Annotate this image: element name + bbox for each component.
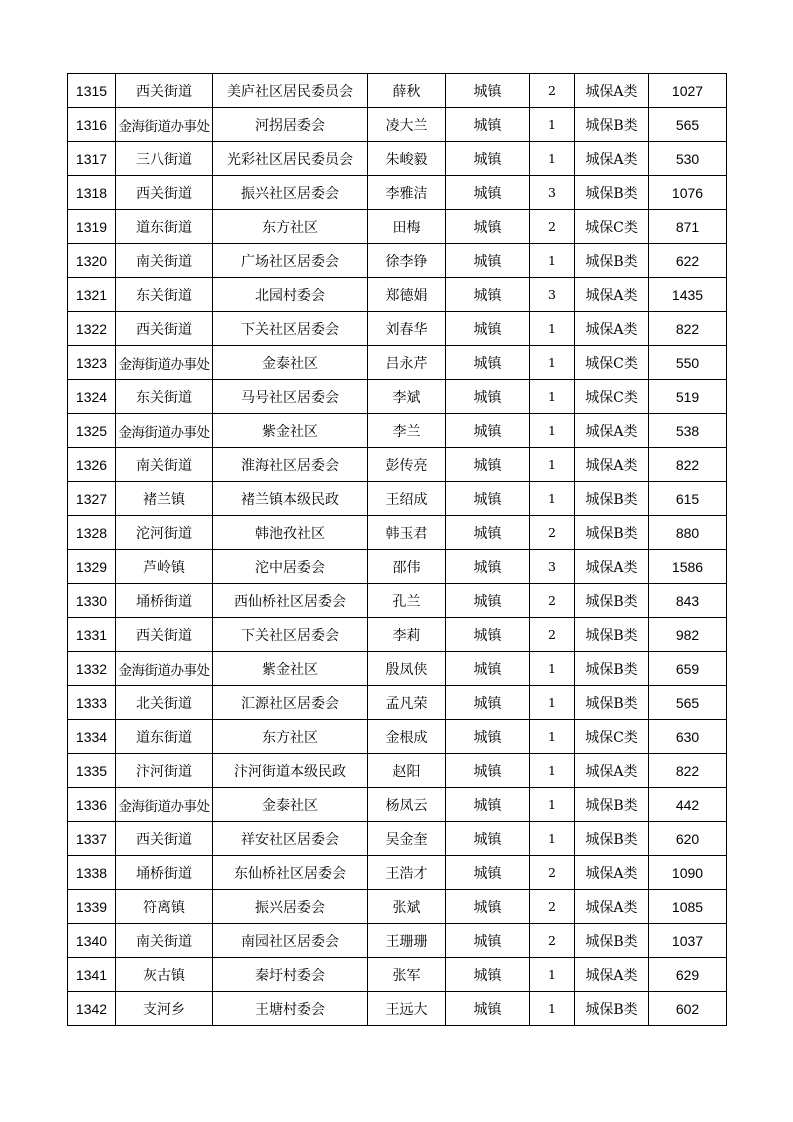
category-cell: 城保B类	[575, 108, 649, 142]
row-number: 1317	[68, 142, 116, 176]
person-name-cell: 彭传亮	[368, 448, 446, 482]
street-cell: 西关街道	[116, 822, 213, 856]
row-number: 1327	[68, 482, 116, 516]
area-type-cell: 城镇	[446, 890, 530, 924]
category-cell: 城保A类	[575, 142, 649, 176]
area-type-cell: 城镇	[446, 924, 530, 958]
person-name-cell: 邵伟	[368, 550, 446, 584]
street-cell: 西关街道	[116, 312, 213, 346]
area-type-cell: 城镇	[446, 958, 530, 992]
area-type-cell: 城镇	[446, 822, 530, 856]
table-row	[68, 516, 727, 550]
amount-cell: 602	[649, 992, 727, 1026]
amount-cell: 871	[649, 210, 727, 244]
area-type-cell: 城镇	[446, 278, 530, 312]
community-cell: 美庐社区居民委员会	[213, 74, 368, 108]
amount-cell: 622	[649, 244, 727, 278]
street-cell: 符离镇	[116, 890, 213, 924]
household-count-cell: 3	[530, 278, 575, 312]
table-row	[68, 312, 727, 346]
household-count-cell: 1	[530, 142, 575, 176]
row-number: 1318	[68, 176, 116, 210]
amount-cell: 630	[649, 720, 727, 754]
person-name-cell: 殷凤侠	[368, 652, 446, 686]
area-type-cell: 城镇	[446, 108, 530, 142]
person-name-cell: 李莉	[368, 618, 446, 652]
person-name-cell: 吕永芹	[368, 346, 446, 380]
household-count-cell: 2	[530, 890, 575, 924]
street-cell: 金海街道办事处	[116, 652, 213, 686]
street-cell: 芦岭镇	[116, 550, 213, 584]
community-cell: 汴河街道本级民政	[213, 754, 368, 788]
household-count-cell: 1	[530, 686, 575, 720]
street-cell: 灰古镇	[116, 958, 213, 992]
person-name-cell: 金根成	[368, 720, 446, 754]
category-cell: 城保B类	[575, 516, 649, 550]
row-number: 1342	[68, 992, 116, 1026]
household-count-cell: 1	[530, 244, 575, 278]
category-cell: 城保A类	[575, 312, 649, 346]
category-cell: 城保C类	[575, 380, 649, 414]
community-cell: 王塘村委会	[213, 992, 368, 1026]
row-number: 1332	[68, 652, 116, 686]
amount-cell: 550	[649, 346, 727, 380]
table-row	[68, 754, 727, 788]
area-type-cell: 城镇	[446, 618, 530, 652]
amount-cell: 822	[649, 312, 727, 346]
row-number: 1328	[68, 516, 116, 550]
row-number: 1337	[68, 822, 116, 856]
household-count-cell: 1	[530, 346, 575, 380]
household-count-cell: 2	[530, 924, 575, 958]
household-count-cell: 1	[530, 380, 575, 414]
row-number: 1330	[68, 584, 116, 618]
row-number: 1322	[68, 312, 116, 346]
person-name-cell: 张军	[368, 958, 446, 992]
amount-cell: 1090	[649, 856, 727, 890]
community-cell: 汇源社区居委会	[213, 686, 368, 720]
area-type-cell: 城镇	[446, 210, 530, 244]
household-count-cell: 1	[530, 482, 575, 516]
table-row	[68, 482, 727, 516]
person-name-cell: 赵阳	[368, 754, 446, 788]
area-type-cell: 城镇	[446, 550, 530, 584]
area-type-cell: 城镇	[446, 652, 530, 686]
row-number: 1340	[68, 924, 116, 958]
community-cell: 河拐居委会	[213, 108, 368, 142]
row-number: 1316	[68, 108, 116, 142]
category-cell: 城保B类	[575, 992, 649, 1026]
community-cell: 沱中居委会	[213, 550, 368, 584]
street-cell: 沱河街道	[116, 516, 213, 550]
category-cell: 城保B类	[575, 822, 649, 856]
table-row	[68, 414, 727, 448]
row-number: 1336	[68, 788, 116, 822]
community-cell: 东仙桥社区居委会	[213, 856, 368, 890]
community-cell: 褚兰镇本级民政	[213, 482, 368, 516]
amount-cell: 659	[649, 652, 727, 686]
row-number: 1320	[68, 244, 116, 278]
amount-cell: 629	[649, 958, 727, 992]
household-count-cell: 3	[530, 176, 575, 210]
person-name-cell: 王珊珊	[368, 924, 446, 958]
category-cell: 城保A类	[575, 856, 649, 890]
amount-cell: 1085	[649, 890, 727, 924]
row-number: 1315	[68, 74, 116, 108]
table-row	[68, 992, 727, 1026]
table-body	[68, 74, 727, 1026]
community-cell: 下关社区居委会	[213, 618, 368, 652]
person-name-cell: 李雅洁	[368, 176, 446, 210]
row-number: 1335	[68, 754, 116, 788]
row-number: 1333	[68, 686, 116, 720]
table-row	[68, 278, 727, 312]
category-cell: 城保B类	[575, 788, 649, 822]
community-cell: 西仙桥社区居委会	[213, 584, 368, 618]
table-row	[68, 856, 727, 890]
category-cell: 城保B类	[575, 924, 649, 958]
row-number: 1329	[68, 550, 116, 584]
household-count-cell: 2	[530, 210, 575, 244]
amount-cell: 1037	[649, 924, 727, 958]
street-cell: 南关街道	[116, 924, 213, 958]
street-cell: 金海街道办事处	[116, 414, 213, 448]
community-cell: 光彩社区居民委员会	[213, 142, 368, 176]
row-number: 1325	[68, 414, 116, 448]
area-type-cell: 城镇	[446, 992, 530, 1026]
table-row	[68, 822, 727, 856]
table-row	[68, 346, 727, 380]
person-name-cell: 朱峻毅	[368, 142, 446, 176]
street-cell: 道东街道	[116, 720, 213, 754]
street-cell: 东关街道	[116, 278, 213, 312]
household-count-cell: 2	[530, 856, 575, 890]
area-type-cell: 城镇	[446, 584, 530, 618]
category-cell: 城保B类	[575, 618, 649, 652]
row-number: 1319	[68, 210, 116, 244]
table-row	[68, 74, 727, 108]
area-type-cell: 城镇	[446, 686, 530, 720]
amount-cell: 538	[649, 414, 727, 448]
household-count-cell: 1	[530, 958, 575, 992]
household-count-cell: 3	[530, 550, 575, 584]
community-cell: 东方社区	[213, 210, 368, 244]
area-type-cell: 城镇	[446, 142, 530, 176]
person-name-cell: 郑德娟	[368, 278, 446, 312]
table-row	[68, 244, 727, 278]
person-name-cell: 孟凡荣	[368, 686, 446, 720]
area-type-cell: 城镇	[446, 176, 530, 210]
person-name-cell: 王绍成	[368, 482, 446, 516]
person-name-cell: 杨凤云	[368, 788, 446, 822]
amount-cell: 565	[649, 686, 727, 720]
household-count-cell: 1	[530, 414, 575, 448]
household-count-cell: 2	[530, 618, 575, 652]
category-cell: 城保A类	[575, 754, 649, 788]
street-cell: 埇桥街道	[116, 856, 213, 890]
area-type-cell: 城镇	[446, 720, 530, 754]
amount-cell: 1076	[649, 176, 727, 210]
street-cell: 三八街道	[116, 142, 213, 176]
street-cell: 汴河街道	[116, 754, 213, 788]
amount-cell: 843	[649, 584, 727, 618]
community-cell: 北园村委会	[213, 278, 368, 312]
person-name-cell: 张斌	[368, 890, 446, 924]
community-cell: 秦圩村委会	[213, 958, 368, 992]
table-row	[68, 924, 727, 958]
person-name-cell: 田梅	[368, 210, 446, 244]
category-cell: 城保B类	[575, 244, 649, 278]
household-count-cell: 1	[530, 822, 575, 856]
household-count-cell: 1	[530, 448, 575, 482]
amount-cell: 442	[649, 788, 727, 822]
table-row	[68, 652, 727, 686]
row-number: 1326	[68, 448, 116, 482]
category-cell: 城保A类	[575, 278, 649, 312]
category-cell: 城保A类	[575, 890, 649, 924]
records-table	[67, 73, 727, 1026]
table-row	[68, 108, 727, 142]
community-cell: 金泰社区	[213, 346, 368, 380]
category-cell: 城保C类	[575, 210, 649, 244]
row-number: 1321	[68, 278, 116, 312]
area-type-cell: 城镇	[446, 482, 530, 516]
area-type-cell: 城镇	[446, 448, 530, 482]
area-type-cell: 城镇	[446, 380, 530, 414]
row-number: 1323	[68, 346, 116, 380]
household-count-cell: 1	[530, 312, 575, 346]
area-type-cell: 城镇	[446, 74, 530, 108]
community-cell: 紫金社区	[213, 652, 368, 686]
category-cell: 城保C类	[575, 346, 649, 380]
amount-cell: 1027	[649, 74, 727, 108]
table-row	[68, 958, 727, 992]
person-name-cell: 徐李铮	[368, 244, 446, 278]
category-cell: 城保B类	[575, 482, 649, 516]
area-type-cell: 城镇	[446, 516, 530, 550]
street-cell: 南关街道	[116, 448, 213, 482]
street-cell: 金海街道办事处	[116, 108, 213, 142]
table-row	[68, 686, 727, 720]
community-cell: 祥安社区居委会	[213, 822, 368, 856]
category-cell: 城保B类	[575, 652, 649, 686]
table-row	[68, 550, 727, 584]
amount-cell: 1586	[649, 550, 727, 584]
person-name-cell: 凌大兰	[368, 108, 446, 142]
community-cell: 金泰社区	[213, 788, 368, 822]
area-type-cell: 城镇	[446, 856, 530, 890]
amount-cell: 565	[649, 108, 727, 142]
amount-cell: 530	[649, 142, 727, 176]
person-name-cell: 薛秋	[368, 74, 446, 108]
street-cell: 北关街道	[116, 686, 213, 720]
household-count-cell: 1	[530, 788, 575, 822]
amount-cell: 519	[649, 380, 727, 414]
row-number: 1331	[68, 618, 116, 652]
table-row	[68, 142, 727, 176]
table-row	[68, 584, 727, 618]
area-type-cell: 城镇	[446, 414, 530, 448]
community-cell: 南园社区居委会	[213, 924, 368, 958]
person-name-cell: 吴金奎	[368, 822, 446, 856]
table-row	[68, 890, 727, 924]
category-cell: 城保A类	[575, 958, 649, 992]
category-cell: 城保C类	[575, 720, 649, 754]
amount-cell: 822	[649, 754, 727, 788]
community-cell: 广场社区居委会	[213, 244, 368, 278]
street-cell: 埇桥街道	[116, 584, 213, 618]
table-row	[68, 720, 727, 754]
table-row	[68, 210, 727, 244]
category-cell: 城保A类	[575, 448, 649, 482]
household-count-cell: 1	[530, 108, 575, 142]
community-cell: 韩池孜社区	[213, 516, 368, 550]
amount-cell: 982	[649, 618, 727, 652]
category-cell: 城保A类	[575, 414, 649, 448]
row-number: 1324	[68, 380, 116, 414]
row-number: 1341	[68, 958, 116, 992]
amount-cell: 615	[649, 482, 727, 516]
community-cell: 振兴居委会	[213, 890, 368, 924]
street-cell: 南关街道	[116, 244, 213, 278]
person-name-cell: 韩玉君	[368, 516, 446, 550]
street-cell: 金海街道办事处	[116, 788, 213, 822]
person-name-cell: 刘春华	[368, 312, 446, 346]
area-type-cell: 城镇	[446, 244, 530, 278]
person-name-cell: 王远大	[368, 992, 446, 1026]
community-cell: 淮海社区居委会	[213, 448, 368, 482]
person-name-cell: 孔兰	[368, 584, 446, 618]
table-row	[68, 448, 727, 482]
person-name-cell: 李斌	[368, 380, 446, 414]
street-cell: 褚兰镇	[116, 482, 213, 516]
person-name-cell: 李兰	[368, 414, 446, 448]
table-row	[68, 380, 727, 414]
category-cell: 城保B类	[575, 686, 649, 720]
community-cell: 紫金社区	[213, 414, 368, 448]
household-count-cell: 1	[530, 720, 575, 754]
street-cell: 西关街道	[116, 176, 213, 210]
table-row	[68, 618, 727, 652]
community-cell: 东方社区	[213, 720, 368, 754]
row-number: 1338	[68, 856, 116, 890]
area-type-cell: 城镇	[446, 312, 530, 346]
household-count-cell: 1	[530, 992, 575, 1026]
household-count-cell: 2	[530, 74, 575, 108]
household-count-cell: 1	[530, 754, 575, 788]
row-number: 1334	[68, 720, 116, 754]
community-cell: 马号社区居委会	[213, 380, 368, 414]
community-cell: 下关社区居委会	[213, 312, 368, 346]
street-cell: 东关街道	[116, 380, 213, 414]
area-type-cell: 城镇	[446, 754, 530, 788]
amount-cell: 1435	[649, 278, 727, 312]
amount-cell: 880	[649, 516, 727, 550]
table-row	[68, 788, 727, 822]
category-cell: 城保A类	[575, 74, 649, 108]
street-cell: 西关街道	[116, 74, 213, 108]
street-cell: 支河乡	[116, 992, 213, 1026]
household-count-cell: 1	[530, 652, 575, 686]
category-cell: 城保A类	[575, 550, 649, 584]
amount-cell: 822	[649, 448, 727, 482]
street-cell: 西关街道	[116, 618, 213, 652]
table-row	[68, 176, 727, 210]
category-cell: 城保B类	[575, 176, 649, 210]
household-count-cell: 2	[530, 516, 575, 550]
area-type-cell: 城镇	[446, 788, 530, 822]
household-count-cell: 2	[530, 584, 575, 618]
person-name-cell: 王浩才	[368, 856, 446, 890]
amount-cell: 620	[649, 822, 727, 856]
area-type-cell: 城镇	[446, 346, 530, 380]
street-cell: 道东街道	[116, 210, 213, 244]
community-cell: 振兴社区居委会	[213, 176, 368, 210]
row-number: 1339	[68, 890, 116, 924]
category-cell: 城保B类	[575, 584, 649, 618]
street-cell: 金海街道办事处	[116, 346, 213, 380]
